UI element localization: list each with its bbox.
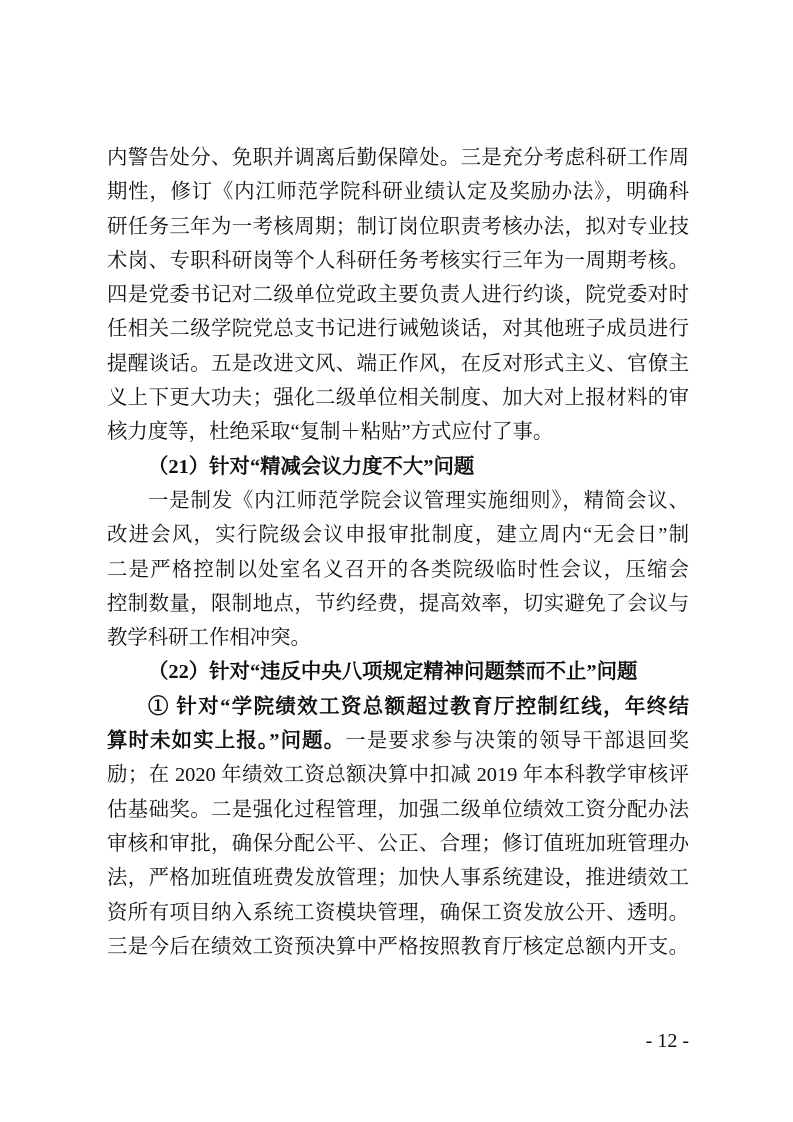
section-heading-22: （22）针对“违反中央八项规定精神问题禁而不止”问题 [148, 661, 638, 684]
paragraph-continued [107, 141, 689, 450]
text-line: 三是今后在绩效工资预决算中严格按照教育厅核定总额内开支。 [107, 935, 689, 958]
text-line: 估基础奖。二是强化过程管理，加强二级单位绩效工资分配办法 [107, 798, 689, 821]
item-title-end: 算时未如实上报。”问题。 [107, 730, 346, 753]
text-line [107, 724, 689, 758]
text-line: 期性，修订《内江师范学院科研业绩认定及奖励办法》，明确科 [107, 181, 689, 204]
text-line: 术岗、专职科研岗等个人科研任务考核实行三年为一周期考核。 [107, 249, 689, 272]
text-line: 改进会风，实行院级会议申报审批制度，建立周内“无会日”制 [107, 524, 689, 547]
document-body [107, 141, 689, 964]
text-line: 控制数量，限制地点，节约经费，提高效率，切实避免了会议与 [107, 592, 689, 615]
text-line: 二是严格控制以处室名义召开的各类院级临时性会议，压缩会 [107, 558, 689, 581]
text-line: 资所有项目纳入系统工资模块管理，确保工资发放公开、透明。 [107, 901, 689, 924]
paragraph-section-22-item-1 [107, 690, 689, 964]
item-title-line: ① 针对“学院绩效工资总额超过教育厅控制红线，年终结 [148, 695, 689, 718]
paragraph-section-21 [107, 484, 689, 655]
item-body-start: 一是要求参与决策的领导干部退回奖 [345, 730, 689, 753]
text-line: 核力度等，杜绝采取“复制＋粘贴”方式应付了事。 [107, 421, 554, 444]
text-line: 教学科研工作相冲突。 [107, 627, 311, 650]
section-heading-21: （21）针对“精减会议力度不大”问题 [148, 455, 475, 478]
text-line: 内警告处分、免职并调离后勤保障处。三是充分考虑科研工作周 [107, 147, 689, 169]
text-line: 励；在 2020 年绩效工资总额决算中扣减 2019 年本科教学审核评 [107, 764, 689, 787]
page-number: - 12 - [645, 1030, 689, 1052]
text-line: 研任务三年为一考核周期；制订岗位职责考核办法，拟对专业技 [107, 215, 689, 238]
text-line: 一是制发《内江师范学院会议管理实施细则》，精简会议、 [148, 489, 689, 512]
text-line: 审核和审批，确保分配公平、公正、合理；修订值班加班管理办 [107, 832, 689, 855]
text-line: 提醒谈话。五是改进文风、端正作风，在反对形式主义、官僚主 [107, 352, 689, 375]
text-line: 任相关二级学院党总支书记进行诫勉谈话，对其他班子成员进行 [107, 318, 689, 341]
text-line: 法，严格加班值班费发放管理；加快人事系统建设，推进绩效工 [107, 867, 689, 890]
text-line: 义上下更大功夫；强化二级单位相关制度、加大对上报材料的审 [107, 387, 689, 410]
text-line: 四是党委书记对二级单位党政主要负责人进行约谈，院党委对时 [107, 284, 689, 307]
